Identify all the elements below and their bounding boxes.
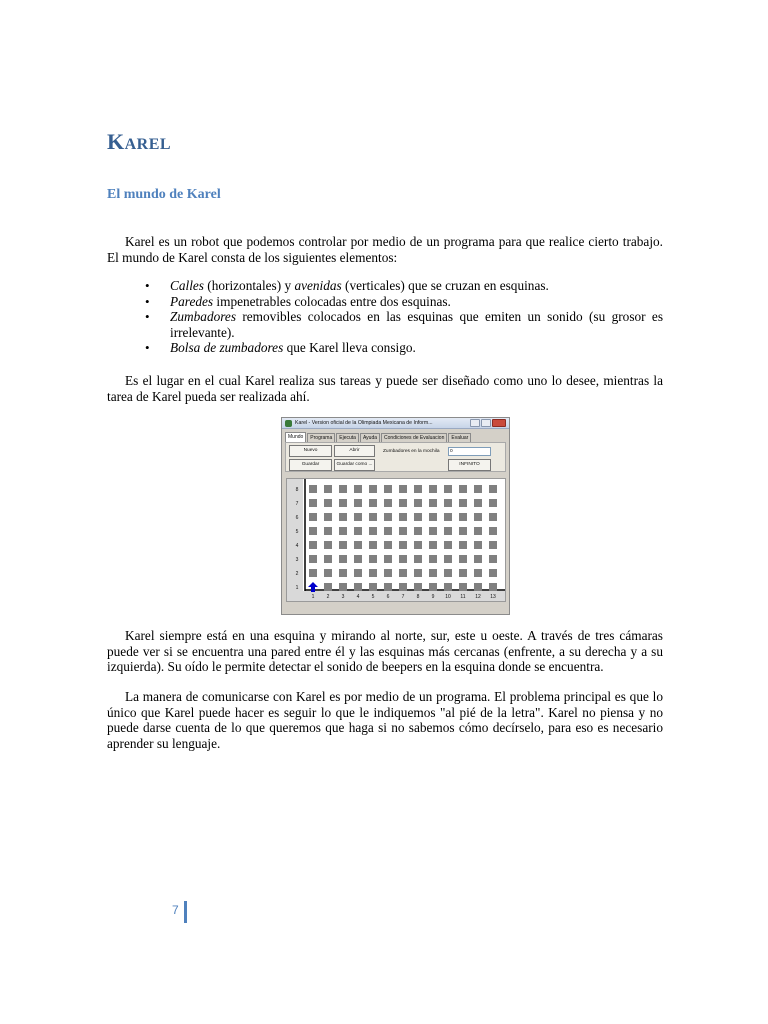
- column-label: 1: [311, 594, 315, 600]
- zumbadores-label: Zumbadores en la mochila: [383, 449, 440, 454]
- row-label-strip: [287, 479, 303, 601]
- row-label: 8: [295, 487, 299, 493]
- column-label: 10: [445, 594, 451, 600]
- paragraph-program-text: La manera de comunicarse con Karel es por medio de un programa. El problema principal es que lo único que Karel puede hacer es seguir lo que le indiquemos "al pié de la letra". Karel no piensa y no puede darse cuenta de lo que queremos que haga si no sabemos cómo decírselo, para eso es necesario aprender su lenguaje.: [107, 689, 663, 751]
- corner-square: [414, 555, 422, 563]
- corner-square: [354, 499, 362, 507]
- corner-square: [324, 583, 332, 591]
- corner-square: [354, 513, 362, 521]
- list-item-text: (verticales) que se cruzan en esquinas.: [341, 278, 549, 293]
- corner-square: [384, 583, 392, 591]
- paragraph-program: [107, 689, 663, 751]
- corner-square: [414, 569, 422, 577]
- corner-square: [429, 583, 437, 591]
- corner-square: [309, 555, 317, 563]
- corner-square: [354, 541, 362, 549]
- maximize-icon[interactable]: [481, 419, 491, 427]
- term-zumbadores: Zumbadores: [170, 309, 236, 325]
- corner-square: [354, 569, 362, 577]
- row-label: 7: [295, 501, 299, 507]
- corner-square: [309, 541, 317, 549]
- corner-square: [459, 569, 467, 577]
- row-label: 3: [295, 557, 299, 563]
- corner-square: [309, 569, 317, 577]
- corner-square: [354, 485, 362, 493]
- corner-square: [444, 569, 452, 577]
- column-label: 12: [475, 594, 481, 600]
- corner-square: [309, 485, 317, 493]
- zumbadores-input[interactable]: 0: [448, 447, 491, 456]
- row-label: 2: [295, 571, 299, 577]
- paragraph-intro: [107, 234, 663, 265]
- list-item: [145, 340, 663, 356]
- corner-square: [324, 499, 332, 507]
- corner-square: [414, 485, 422, 493]
- row-label: 6: [295, 515, 299, 521]
- corner-square: [399, 555, 407, 563]
- corner-square: [459, 499, 467, 507]
- corner-square: [489, 527, 497, 535]
- corner-square: [399, 513, 407, 521]
- corner-square: [324, 527, 332, 535]
- term-calles: Calles: [170, 278, 204, 293]
- corner-square: [459, 555, 467, 563]
- window-titlebar: [282, 418, 509, 429]
- corner-square: [399, 569, 407, 577]
- corner-square: [459, 485, 467, 493]
- column-label: 3: [341, 594, 345, 600]
- mundo-panel: [285, 442, 506, 472]
- tab-mundo[interactable]: Mundo: [285, 432, 306, 442]
- term-bolsa: Bolsa de zumbadores: [170, 340, 284, 356]
- corner-square: [384, 485, 392, 493]
- column-label: 11: [460, 594, 466, 600]
- corner-square: [324, 569, 332, 577]
- column-label: 5: [371, 594, 375, 600]
- corner-square: [324, 485, 332, 493]
- corner-square: [489, 513, 497, 521]
- corner-square: [369, 485, 377, 493]
- corner-square: [339, 485, 347, 493]
- corner-square: [429, 485, 437, 493]
- corner-square: [354, 527, 362, 535]
- corner-square: [339, 555, 347, 563]
- world-canvas: [287, 479, 505, 601]
- corner-square: [309, 527, 317, 535]
- corner-square: [489, 569, 497, 577]
- section-heading: El mundo de Karel: [107, 187, 221, 202]
- column-label: 4: [356, 594, 360, 600]
- page-number: 7: [172, 903, 179, 917]
- tab-condiciones[interactable]: Condiciones de Evaluacion: [381, 433, 447, 442]
- paragraph-intro-text: Karel es un robot que podemos controlar por medio de un programa para que realice cierto trabajo. El mundo de Karel consta de los siguientes elementos:: [107, 234, 663, 265]
- paragraph-sensors: [107, 628, 663, 675]
- corner-square: [384, 513, 392, 521]
- corner-square: [399, 583, 407, 591]
- term-avenidas: avenidas: [294, 278, 342, 293]
- list-item-text: (horizontales) y: [203, 278, 295, 293]
- page-title: [107, 129, 171, 155]
- corner-square: [354, 555, 362, 563]
- window-controls: [470, 419, 506, 427]
- corner-square: [369, 513, 377, 521]
- corner-square: [369, 541, 377, 549]
- corner-square: [324, 513, 332, 521]
- corner-square: [384, 527, 392, 535]
- corner-square: [339, 499, 347, 507]
- tab-ejecuta[interactable]: Ejecuta: [336, 433, 359, 442]
- column-label: 9: [431, 594, 435, 600]
- corner-square: [309, 513, 317, 521]
- list-item: [145, 278, 663, 294]
- corner-square: [474, 513, 482, 521]
- term-paredes: Paredes: [170, 293, 214, 309]
- corner-square: [414, 541, 422, 549]
- guardar-como-button[interactable]: Guardar como ...: [334, 459, 375, 471]
- tab-bar: [285, 433, 472, 442]
- col-label-strip: [287, 591, 505, 601]
- close-icon[interactable]: [492, 419, 506, 427]
- row-label: 4: [295, 543, 299, 549]
- corner-square: [429, 569, 437, 577]
- corner-square: [369, 527, 377, 535]
- corner-square: [459, 513, 467, 521]
- list-item: [145, 309, 663, 340]
- column-label: 7: [401, 594, 405, 600]
- corner-square: [474, 555, 482, 563]
- corner-square: [474, 569, 482, 577]
- corner-square: [429, 527, 437, 535]
- corner-square: [459, 583, 467, 591]
- corner-square: [444, 513, 452, 521]
- corner-square: [414, 499, 422, 507]
- corner-square: [489, 541, 497, 549]
- corner-square: [339, 583, 347, 591]
- paragraph-world: [107, 373, 663, 404]
- corner-square: [384, 499, 392, 507]
- list-item-text: removibles colocados en las esquinas que emiten un sonido (su grosor es irrelevante).: [170, 309, 663, 340]
- corner-square: [429, 555, 437, 563]
- corner-square: [414, 583, 422, 591]
- corner-square: [474, 499, 482, 507]
- column-label: 13: [490, 594, 496, 600]
- corner-square: [369, 499, 377, 507]
- app-icon: [285, 420, 292, 427]
- corner-square: [339, 527, 347, 535]
- corner-square: [444, 583, 452, 591]
- corner-square: [459, 527, 467, 535]
- infinito-button[interactable]: INFINITO: [448, 459, 491, 471]
- row-label: 1: [295, 585, 299, 591]
- corner-square: [429, 541, 437, 549]
- tab-ayuda[interactable]: Ayuda: [360, 433, 380, 442]
- page-number-bar: [184, 901, 187, 923]
- karel-world-grid: [286, 478, 506, 602]
- list-item: [145, 294, 663, 310]
- guardar-button[interactable]: Guardar: [289, 459, 332, 471]
- corner-square: [474, 541, 482, 549]
- abrir-button[interactable]: Abrir: [334, 445, 375, 457]
- list-item-text: que Karel lleva consigo.: [283, 340, 416, 356]
- tab-evaluar[interactable]: Evaluar: [448, 433, 471, 442]
- corner-square: [369, 555, 377, 563]
- title-rest: AREL: [124, 136, 172, 153]
- elements-list: [145, 278, 663, 356]
- corner-square: [474, 527, 482, 535]
- corner-square: [444, 485, 452, 493]
- corner-square: [489, 485, 497, 493]
- corner-square: [399, 485, 407, 493]
- column-label: 8: [416, 594, 420, 600]
- corner-square: [339, 541, 347, 549]
- paragraph-sensors-text: Karel siempre está en una esquina y mirando al norte, sur, este u oeste. A través de tres cámaras puede ver si se encuentra una pared entre él y las esquinas más cercanas (enfrente, a su derecha y a su izquierda). Su oído le permite detectar el sonido de beepers en la esquina donde se encuentra.: [107, 628, 663, 675]
- paragraph-world-text: Es el lugar en el cual Karel realiza sus tareas y puede ser diseñado como uno lo desee, mientras la tarea de Karel pueda ser realizada ahí.: [107, 373, 663, 404]
- corner-square: [339, 569, 347, 577]
- corner-square: [414, 513, 422, 521]
- corner-square: [369, 583, 377, 591]
- corner-square: [474, 485, 482, 493]
- corner-square: [444, 527, 452, 535]
- corner-square: [489, 499, 497, 507]
- corner-square: [339, 513, 347, 521]
- column-label: 6: [386, 594, 390, 600]
- corner-square: [414, 527, 422, 535]
- column-label: 2: [326, 594, 330, 600]
- corner-square: [354, 583, 362, 591]
- corner-square: [369, 569, 377, 577]
- corner-square: [444, 555, 452, 563]
- corner-square: [384, 555, 392, 563]
- corner-square: [489, 555, 497, 563]
- list-item-text: impenetrables colocadas entre dos esquinas.: [213, 293, 451, 309]
- corner-square: [309, 499, 317, 507]
- corner-square: [324, 541, 332, 549]
- karel-window-screenshot: [281, 417, 510, 615]
- corner-square: [399, 541, 407, 549]
- window-title: Karel - Version oficial de la Olimpiada Mexicana de Inform...: [295, 420, 433, 426]
- corner-square: [474, 583, 482, 591]
- tab-programa[interactable]: Programa: [307, 433, 335, 442]
- nuevo-button[interactable]: Nuevo: [289, 445, 332, 457]
- corner-square: [429, 513, 437, 521]
- corner-square: [444, 541, 452, 549]
- corner-square: [399, 499, 407, 507]
- corner-square: [399, 527, 407, 535]
- corner-square: [324, 555, 332, 563]
- corner-square: [459, 541, 467, 549]
- minimize-icon[interactable]: [470, 419, 480, 427]
- row-label: 5: [295, 529, 299, 535]
- corner-square: [429, 499, 437, 507]
- corner-square: [489, 583, 497, 591]
- corner-square: [384, 569, 392, 577]
- corner-square: [384, 541, 392, 549]
- corner-square: [444, 499, 452, 507]
- title-first-letter: K: [107, 129, 125, 154]
